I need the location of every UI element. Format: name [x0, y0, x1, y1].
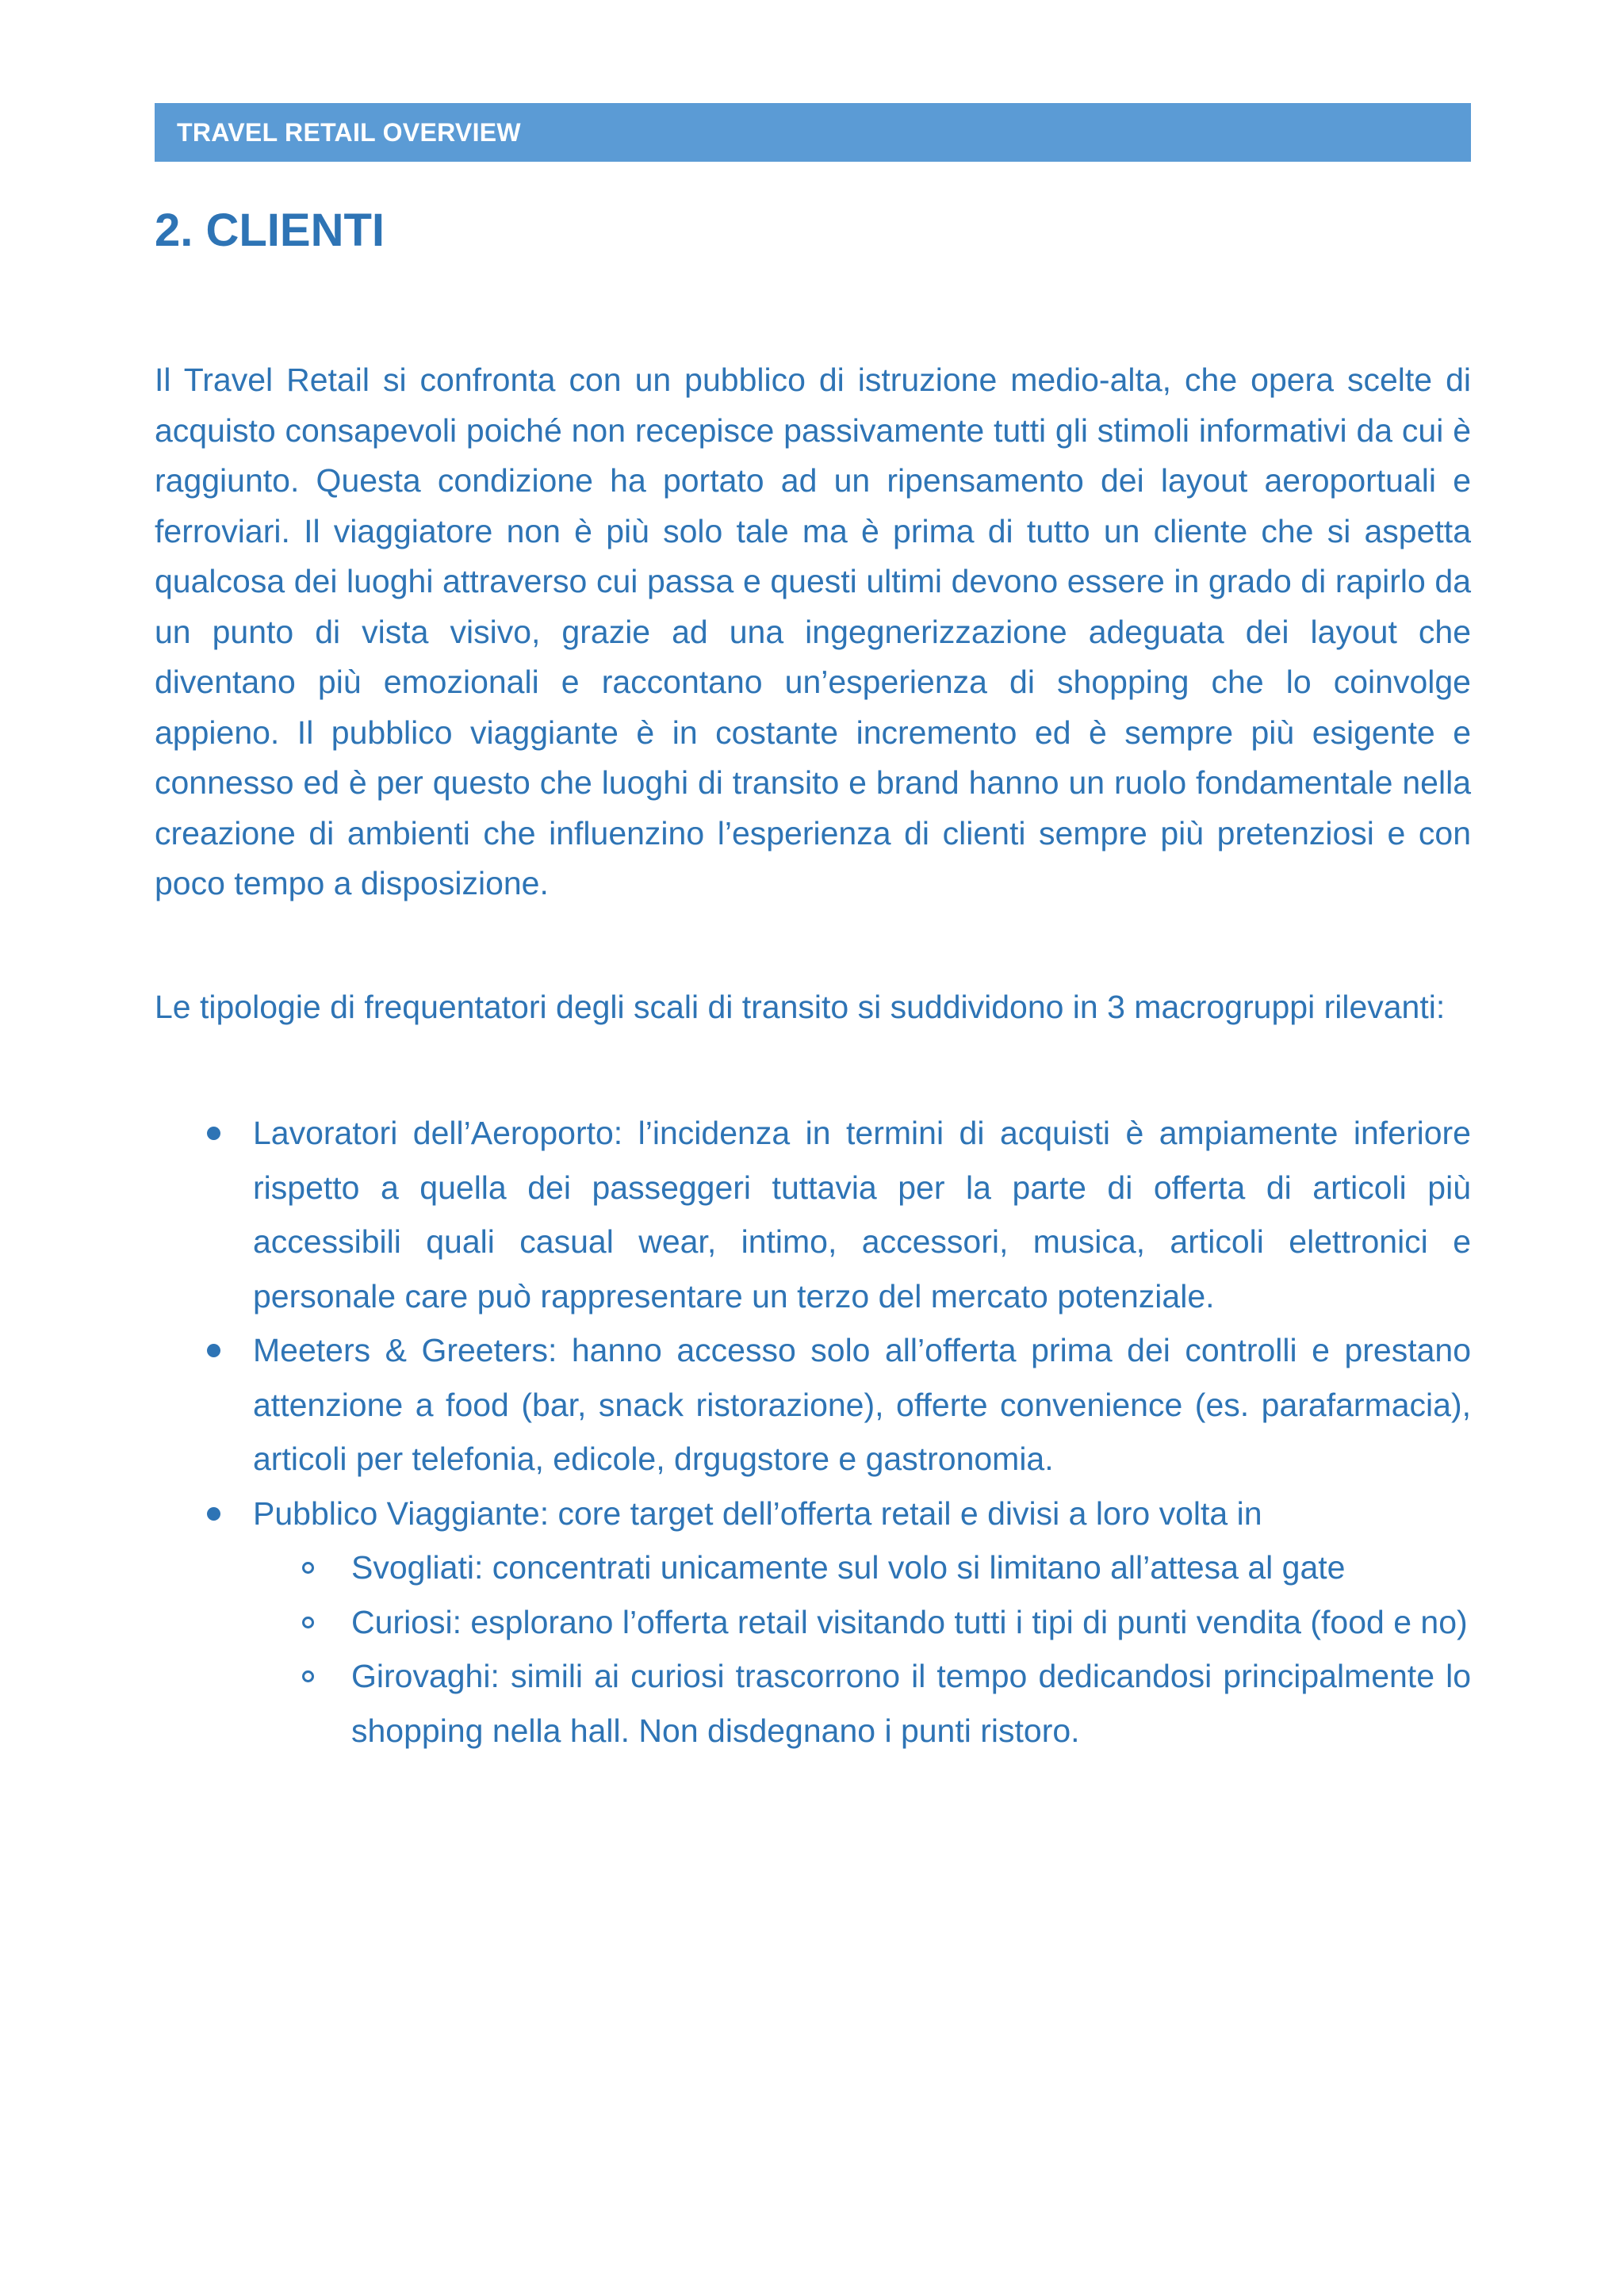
- bullet-icon: [207, 1507, 220, 1521]
- sublist-item-svogliati: [253, 1540, 1471, 1595]
- sublist-item-text: Svogliati: concentrati unicamente sul volo si limitano all’attesa al gate: [351, 1549, 1346, 1586]
- list-item-text: Lavoratori dell’Aeroporto: l’incidenza in termini di acquisti è ampiamente inferiore rispetto a quella dei passeggeri tuttavia per la parte di offerta di articoli più accessibili quali casual wear, intimo, accessori, musica, articoli elettronici e personale care può rappresentare un terzo del mercato potenziale.: [253, 1115, 1471, 1314]
- traveller-subtypes-list: [253, 1540, 1471, 1758]
- list-item-text: Meeters & Greeters: hanno accesso solo all’offerta prima dei controlli e prestano attenzione a food (bar, snack ristorazione), offerte convenience (es. parafarmacia), articoli per telefonia, edicole, drgugstore e gastronomia.: [253, 1332, 1471, 1477]
- sublist-item-curiosi: [253, 1595, 1471, 1650]
- list-item-meeters-greeters: [155, 1323, 1471, 1487]
- running-header-bar: [155, 103, 1471, 162]
- running-header-label: TRAVEL RETAIL OVERVIEW: [177, 117, 521, 147]
- hollow-bullet-icon: [302, 1617, 314, 1628]
- sublist-item-text: Girovaghi: simili ai curiosi trascorrono il tempo dedicandosi principalmente lo shopping nella hall. Non disdegnano i punti ristoro.: [351, 1658, 1471, 1749]
- hollow-bullet-icon: [302, 1562, 314, 1574]
- section-title: 2. CLIENTI: [155, 205, 385, 256]
- sublist-item-text: Curiosi: esplorano l’offerta retail visitando tutti i tipi di punti vendita (food e no): [351, 1603, 1468, 1640]
- body-paragraph-groups: Le tipologie di frequentatori degli scali di transito si suddividono in 3 macrogruppi rilevanti:: [155, 989, 1446, 1025]
- body-paragraph-intro: Il Travel Retail si confronta con un pubblico di istruzione medio-alta, che opera scelte di acquisto consapevoli poiché non recepisce passivamente tutti gli stimoli informativi da cui è raggiunto. Questa condizione ha portato ad un ripensamento dei layout aeroportuali e ferroviari. Il viaggiatore non è più solo tale ma è prima di tutto un cliente che si aspetta qualcosa dei luoghi attraverso cui passa e questi ultimi devono essere in grado di rapirlo da un punto di vista visivo, grazie ad una ingegnerizzazione adeguata dei layout che diventano più emozionali e raccontano un’esperienza di shopping che lo coinvolge appieno. Il pubblico viaggiante è in costante incremento ed è sempre più esigente e connesso ed è per questo che luoghi di transito e brand hanno un ruolo fondamentale nella creazione di ambienti che influenzino l’esperienza di clienti sempre più pretenziosi e con poco tempo a disposizione.: [155, 362, 1471, 901]
- list-item-airport-workers: [155, 1106, 1471, 1323]
- bullet-icon: [207, 1344, 220, 1357]
- bullet-icon: [207, 1127, 220, 1140]
- list-item-travelling-public: [155, 1487, 1471, 1758]
- list-item-text: Pubblico Viaggiante: core target dell’offerta retail e divisi a loro volta in: [253, 1494, 1262, 1532]
- sublist-item-girovaghi: [253, 1649, 1471, 1758]
- visitor-groups-list: [155, 1106, 1471, 1758]
- hollow-bullet-icon: [302, 1670, 314, 1682]
